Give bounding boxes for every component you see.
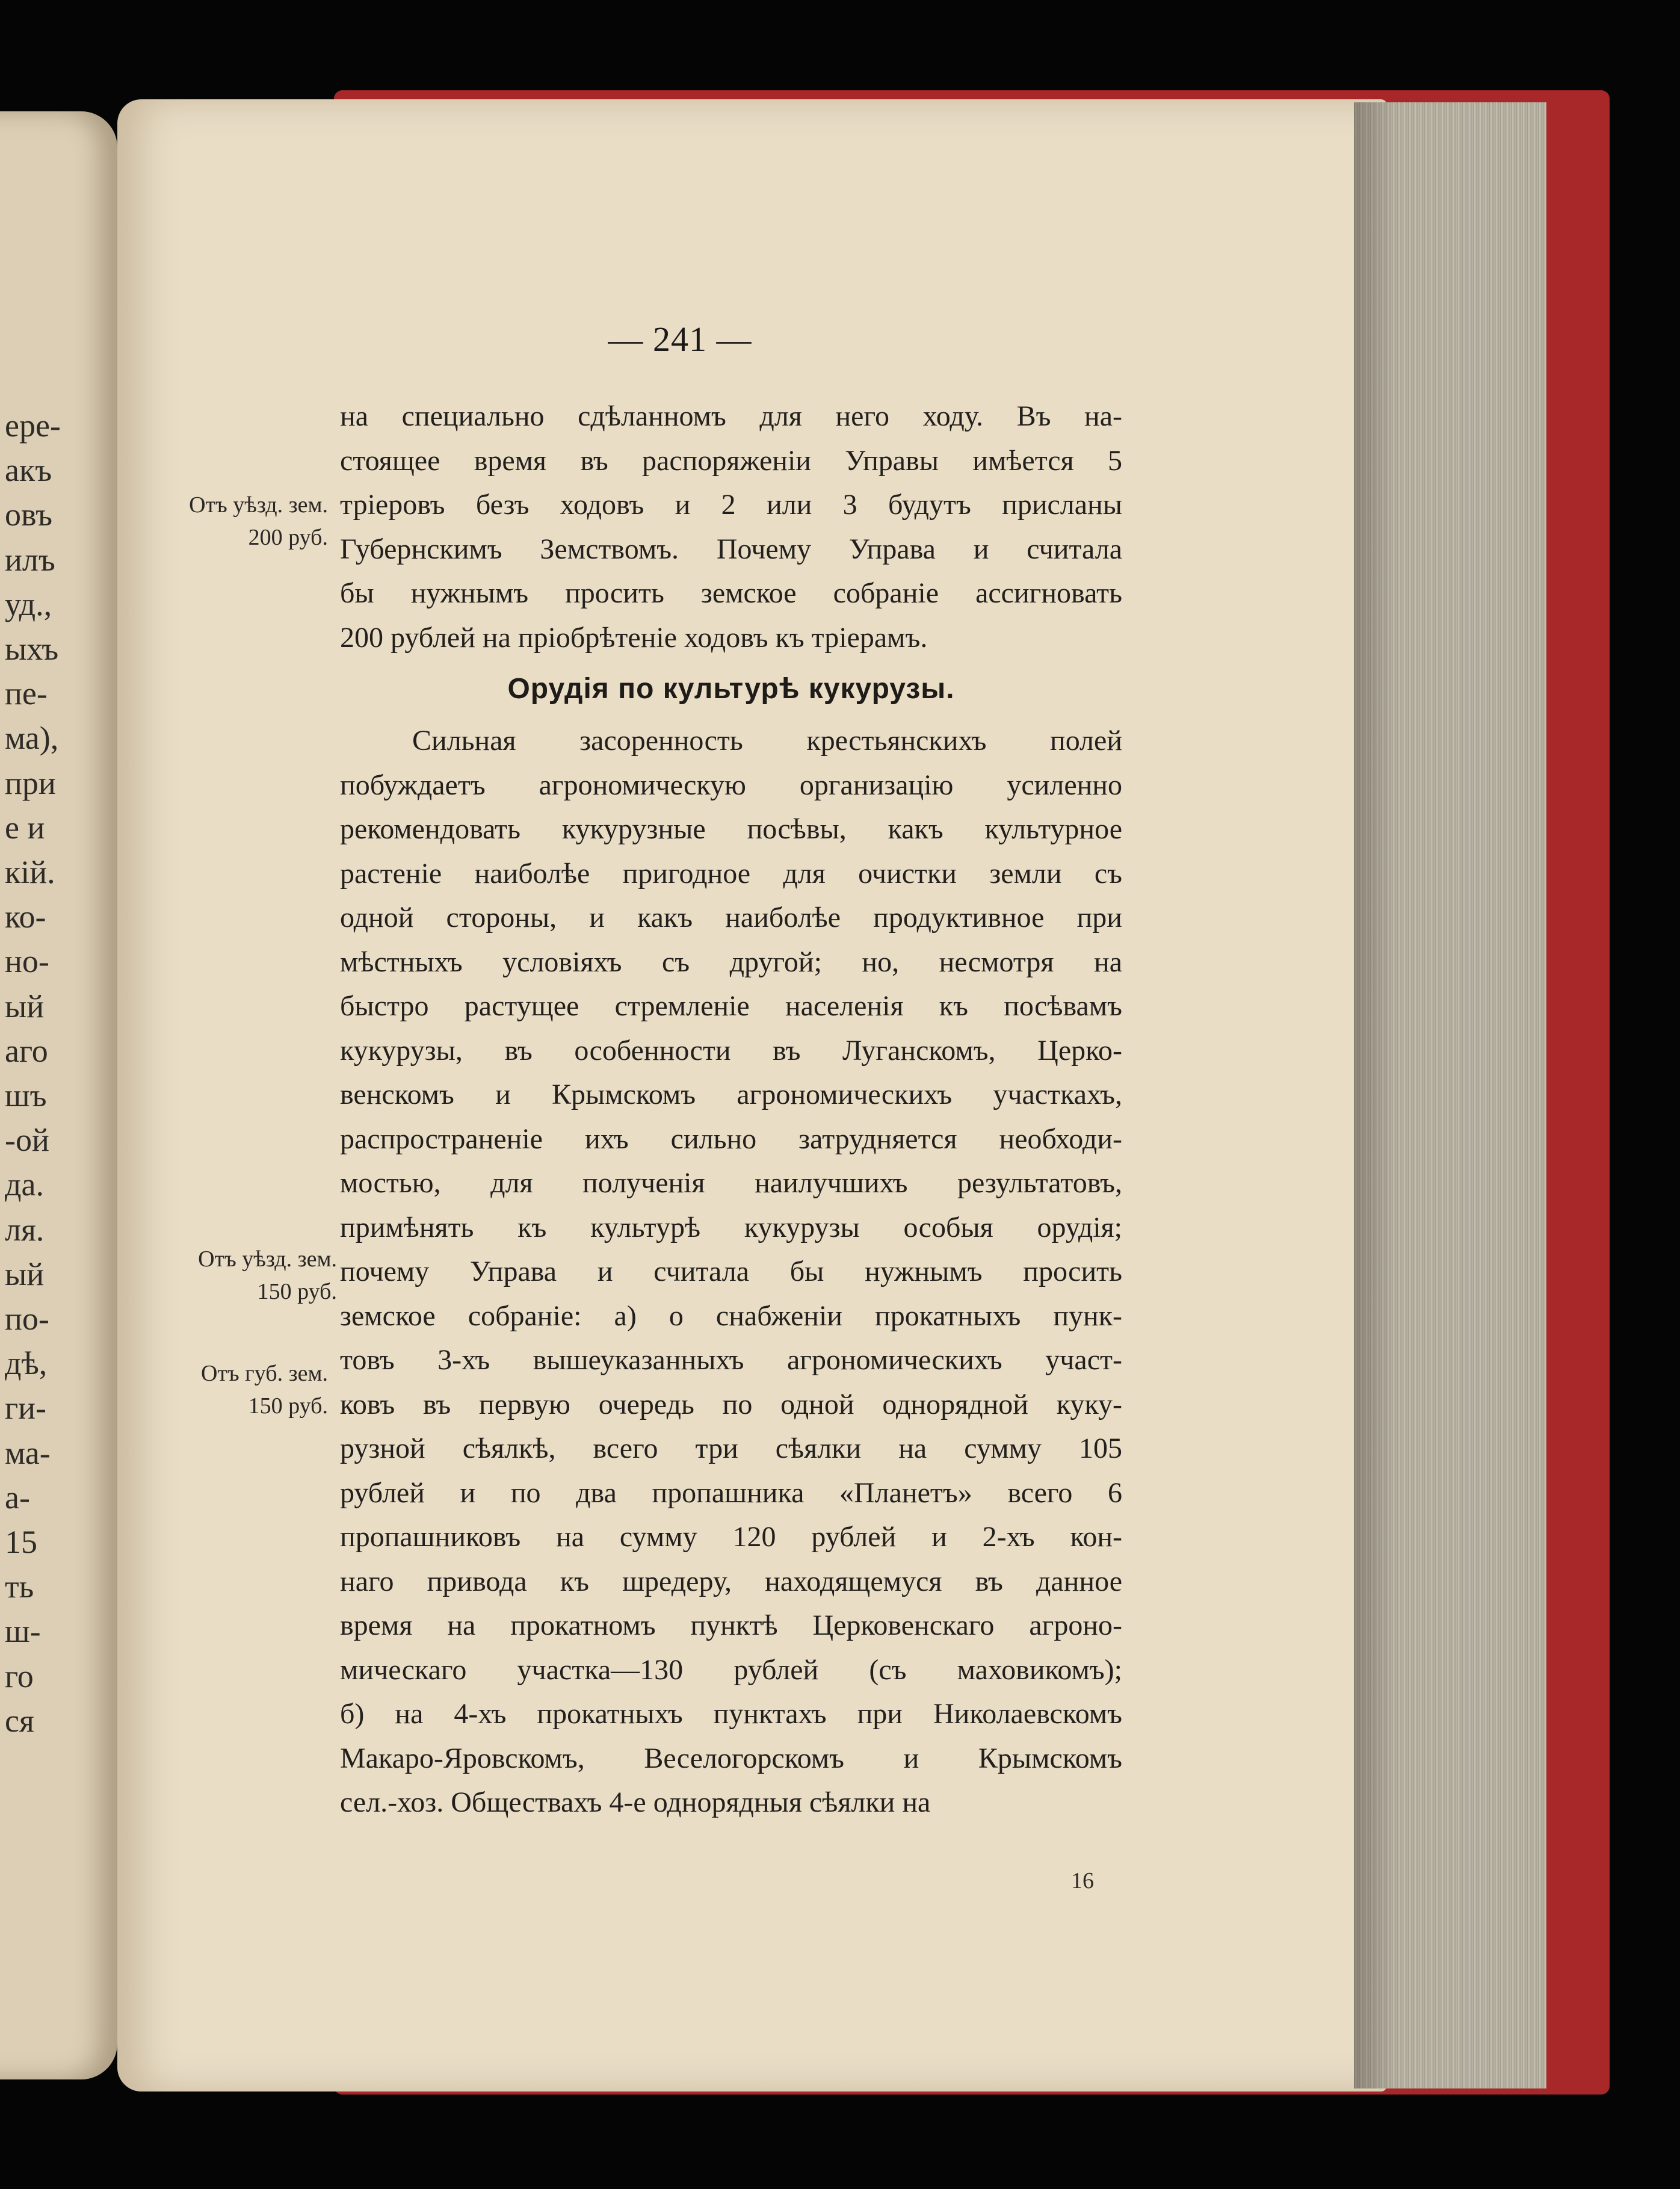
left-page-fragment: да.	[5, 1166, 44, 1203]
left-page-text-fragments	[0, 111, 117, 2079]
text-line: бы нужнымъ просить земское собраніе ассигновать	[340, 577, 1122, 609]
left-page-fragment: ко-	[5, 899, 46, 935]
text-line: растеніе наиболѣе пригодное для очистки земли съ	[340, 857, 1122, 890]
left-page-fragment: ый	[5, 1256, 45, 1292]
text-line: Макаро-Яровскомъ, Веселогорскомъ и Крымскомъ	[340, 1742, 1122, 1774]
main-text	[340, 394, 1122, 1825]
paragraph-2	[340, 719, 1122, 1825]
margin-note-3-line1: Отъ губ. зем.	[200, 1361, 328, 1386]
margin-note-3	[171, 1357, 328, 1422]
left-page-fragment: е и	[5, 809, 45, 846]
text-line: распространеніе ихъ сильно затрудняется необходи-	[340, 1122, 1122, 1155]
margin-note-1-line1: Отъ уѣзд. зем.	[189, 492, 328, 518]
left-page-fragment: при	[5, 764, 56, 801]
text-line: венскомъ и Крымскомъ агрономическихъ участкахъ,	[340, 1079, 1122, 1110]
text-line: земское собраніе: а) о снабженіи прокатныхъ пунк-	[340, 1299, 1122, 1332]
page-number: — 241 —	[608, 320, 752, 359]
text-line: быстро растущее стремленіе населенія къ посѣвамъ	[340, 990, 1122, 1022]
left-page-fragment: ш-	[5, 1613, 41, 1650]
text-line: Сильная засоренность крестьянскихъ полей	[412, 725, 1122, 757]
left-page-fragment: по-	[5, 1301, 49, 1337]
text-line: тріеровъ безъ ходовъ и 2 или 3 будутъ присланы	[340, 489, 1122, 521]
left-page-fragment: ма-	[5, 1434, 51, 1471]
section-heading: Орудія по культурѣ кукурузы.	[507, 673, 955, 705]
left-page-fragment: илъ	[5, 541, 55, 578]
left-page-fragment: акъ	[5, 452, 52, 489]
left-page-fragment: а-	[5, 1479, 30, 1516]
paragraph-1	[340, 394, 1122, 660]
text-line: побуждаетъ агрономическую организацію усиленно	[340, 769, 1122, 801]
text-line: кукурузы, въ особенности въ Луганскомъ, Церко-	[340, 1034, 1122, 1067]
text-line: б) на 4-хъ прокатныхъ пунктахъ при Николаевскомъ	[340, 1698, 1122, 1730]
text-line: на специально сдѣланномъ для него ходу. Въ на-	[340, 400, 1122, 432]
margin-note-2-line1: Отъ уѣзд. зем.	[198, 1246, 337, 1272]
left-page-fragment: шъ	[5, 1077, 47, 1113]
text-line: мѣстныхъ условіяхъ съ другой; но, несмотря на	[340, 946, 1122, 978]
margin-note-2	[171, 1243, 337, 1308]
margin-note-2-line2: 150 руб.	[257, 1279, 337, 1304]
left-page-fragment: ть	[5, 1568, 34, 1605]
text-line: 200 рублей на пріобрѣтеніе ходовъ къ тріерамъ.	[340, 621, 928, 654]
text-line: одной стороны, и какъ наиболѣе продуктивное при	[340, 902, 1122, 933]
left-page-fragment: ый	[5, 988, 45, 1024]
text-line: товъ 3-хъ вышеуказанныхъ агрономическихъ участ-	[340, 1344, 1122, 1376]
text-line: Губернскимъ Земствомъ. Почему Управа и считала	[340, 533, 1122, 565]
signature-number: 16	[1071, 1868, 1094, 1893]
left-page-fragment: овъ	[5, 497, 53, 533]
left-page-fragment: ля.	[5, 1211, 45, 1248]
text-line: рузной сѣялкѣ, всего три сѣялки на сумму 105	[340, 1432, 1122, 1464]
text-line: наго привода къ шредеру, находящемуся въ данное	[340, 1565, 1122, 1597]
left-page-fragment: ыхъ	[5, 631, 59, 667]
left-page	[0, 111, 117, 2079]
text-line: ковъ въ первую очередь по одной однорядной куку-	[340, 1388, 1122, 1420]
left-page-fragment: уд.,	[5, 586, 52, 622]
page-edge-shadow	[1354, 102, 1396, 2088]
left-page-fragment: -ой	[5, 1122, 49, 1159]
left-page-fragment: ги-	[5, 1390, 47, 1426]
text-line: примѣнять къ культурѣ кукурузы особыя орудія;	[340, 1211, 1122, 1243]
left-page-fragment: го	[5, 1658, 34, 1694]
margin-note-3-line2: 150 руб.	[248, 1393, 328, 1419]
margin-note-1-line2: 200 руб.	[248, 525, 328, 550]
left-page-fragment: аго	[5, 1032, 48, 1069]
left-page-fragment: 15	[5, 1524, 37, 1560]
left-page-fragment: дѣ,	[5, 1345, 48, 1382]
left-page-fragment: ся	[5, 1702, 34, 1739]
margin-note-1	[171, 489, 328, 554]
left-page-fragment: ма),	[5, 720, 59, 757]
left-page-fragment: но-	[5, 943, 49, 980]
text-line: стоящее время въ распоряженіи Управы имѣется 5	[340, 444, 1122, 477]
text-line: сел.-хоз. Обществахъ 4-е однорядныя сѣялки на	[340, 1786, 931, 1818]
left-page-fragment: пе-	[5, 675, 48, 712]
text-line: почему Управа и считала бы нужнымъ просить	[340, 1256, 1122, 1287]
text-line: рекомендовать кукурузные посѣвы, какъ культурное	[340, 813, 1122, 845]
left-page-fragment: ере-	[5, 407, 61, 444]
left-page-fragment: кій.	[5, 854, 55, 890]
text-line: рублей и по два пропашника «Планетъ» всего 6	[340, 1476, 1122, 1509]
text-line: пропашниковъ на сумму 120 рублей и 2-хъ кон-	[340, 1521, 1122, 1553]
text-line: мостью, для полученія наилучшихъ результатовъ,	[340, 1167, 1122, 1199]
text-line: мическаго участка—130 рублей (съ маховикомъ);	[340, 1653, 1122, 1686]
text-line: время на прокатномъ пунктѣ Церковенскаго агроно-	[340, 1609, 1122, 1641]
